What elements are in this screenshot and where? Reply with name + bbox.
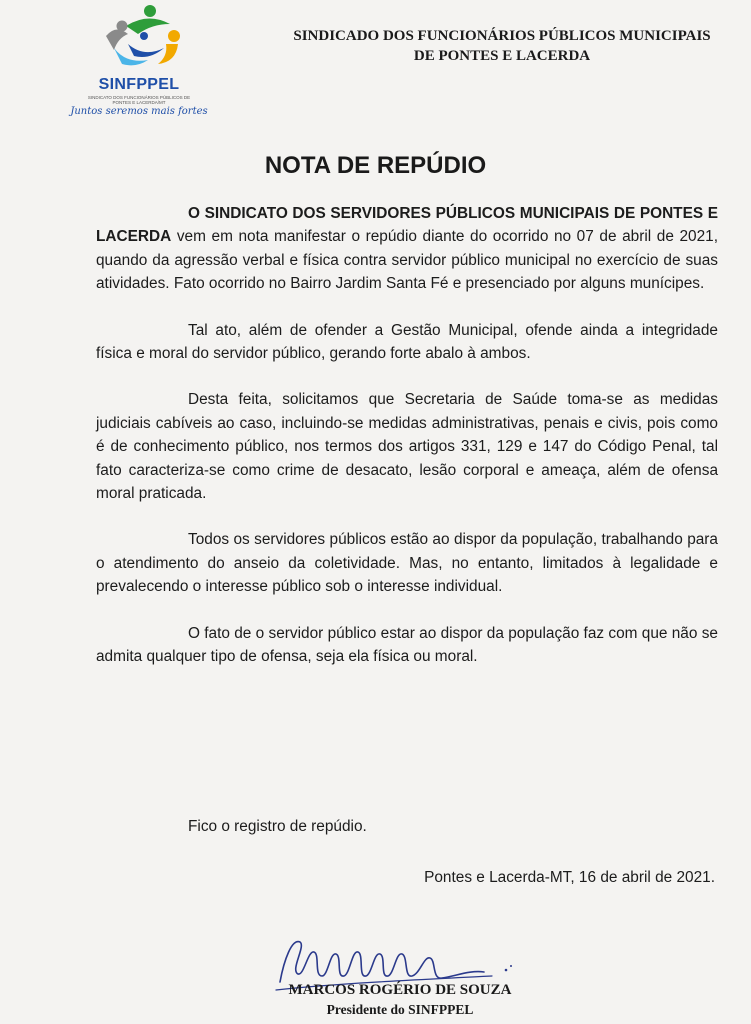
paragraph-5: O fato de o servidor público estar ao dispor da população faz com que não se admita qualquer tipo de ofensa, seja ela física ou moral. <box>96 624 718 666</box>
logo-slogan: Juntos seremos mais fortes <box>70 106 208 117</box>
signer-name: MARCOS ROGÉRIO DE SOUZA <box>288 982 512 998</box>
document-title: NOTA DE REPÚDIO <box>264 152 487 179</box>
paragraph-1-text: vem em nota manifestar o repúdio diante do ocorrido no 07 de abril de 2021, quando da agressão verbal e física contra servidor público municipal no exercício de suas atividades. Fato ocorrido no Bairro Jardim Santa Fé e presenciado por alguns munícipes. <box>96 228 718 293</box>
union-people-icon <box>92 2 188 74</box>
letterhead-title-line2: DE PONTES E LACERDA <box>413 48 591 64</box>
signer-role: Presidente do SINFPPEL <box>326 1002 474 1017</box>
paragraph-4: Todos os servidores públicos estão ao dispor da população, trabalhando para o atendimento do anseio da coletividade. Mas, no entanto, limitados à legalidade e prevalecendo o interesse público sob o interesse individual. <box>96 531 718 596</box>
document-body <box>96 202 718 692</box>
closing-line: Fico o registro de repúdio. <box>188 818 367 835</box>
logo-subtitle: SINDICATO DOS FUNCIONÁRIOS PÚBLICOS DE PONTES E LACERDA/MT <box>87 95 191 105</box>
place-date: Pontes e Lacerda-MT, 16 de abril de 2021. <box>424 869 715 886</box>
letterhead-title <box>262 26 742 66</box>
paragraph-3: Desta feita, solicitamos que Secretaria de Saúde toma-se as medidas judiciais cabíveis ao caso, incluindo-se medidas administrativas, penais e civis, pois como é de conhecimento público, nos termos dos artigos 331, 129 e 147 do Código Penal, tal fato caracteriza-se como crime de desacato, lesão corporal e ameaça, além de ofensa moral praticada. <box>96 391 718 503</box>
letterhead-title-line1: SINDICADO DOS FUNCIONÁRIOS PÚBLICOS MUNICIPAIS <box>293 28 711 44</box>
paragraph-1 <box>96 202 718 296</box>
sinfppel-logo <box>70 2 210 122</box>
logo-name: SINFPPEL <box>98 76 180 93</box>
paragraph-2: Tal ato, além de ofender a Gestão Municipal, ofende ainda a integridade física e moral do servidor público, gerando forte abalo à ambos. <box>96 321 718 363</box>
paragraph-1-bold: O SINDICATO DOS SERVIDORES PÚBLICOS MUNICIPAIS DE PONTES E LACERDA <box>96 205 718 246</box>
